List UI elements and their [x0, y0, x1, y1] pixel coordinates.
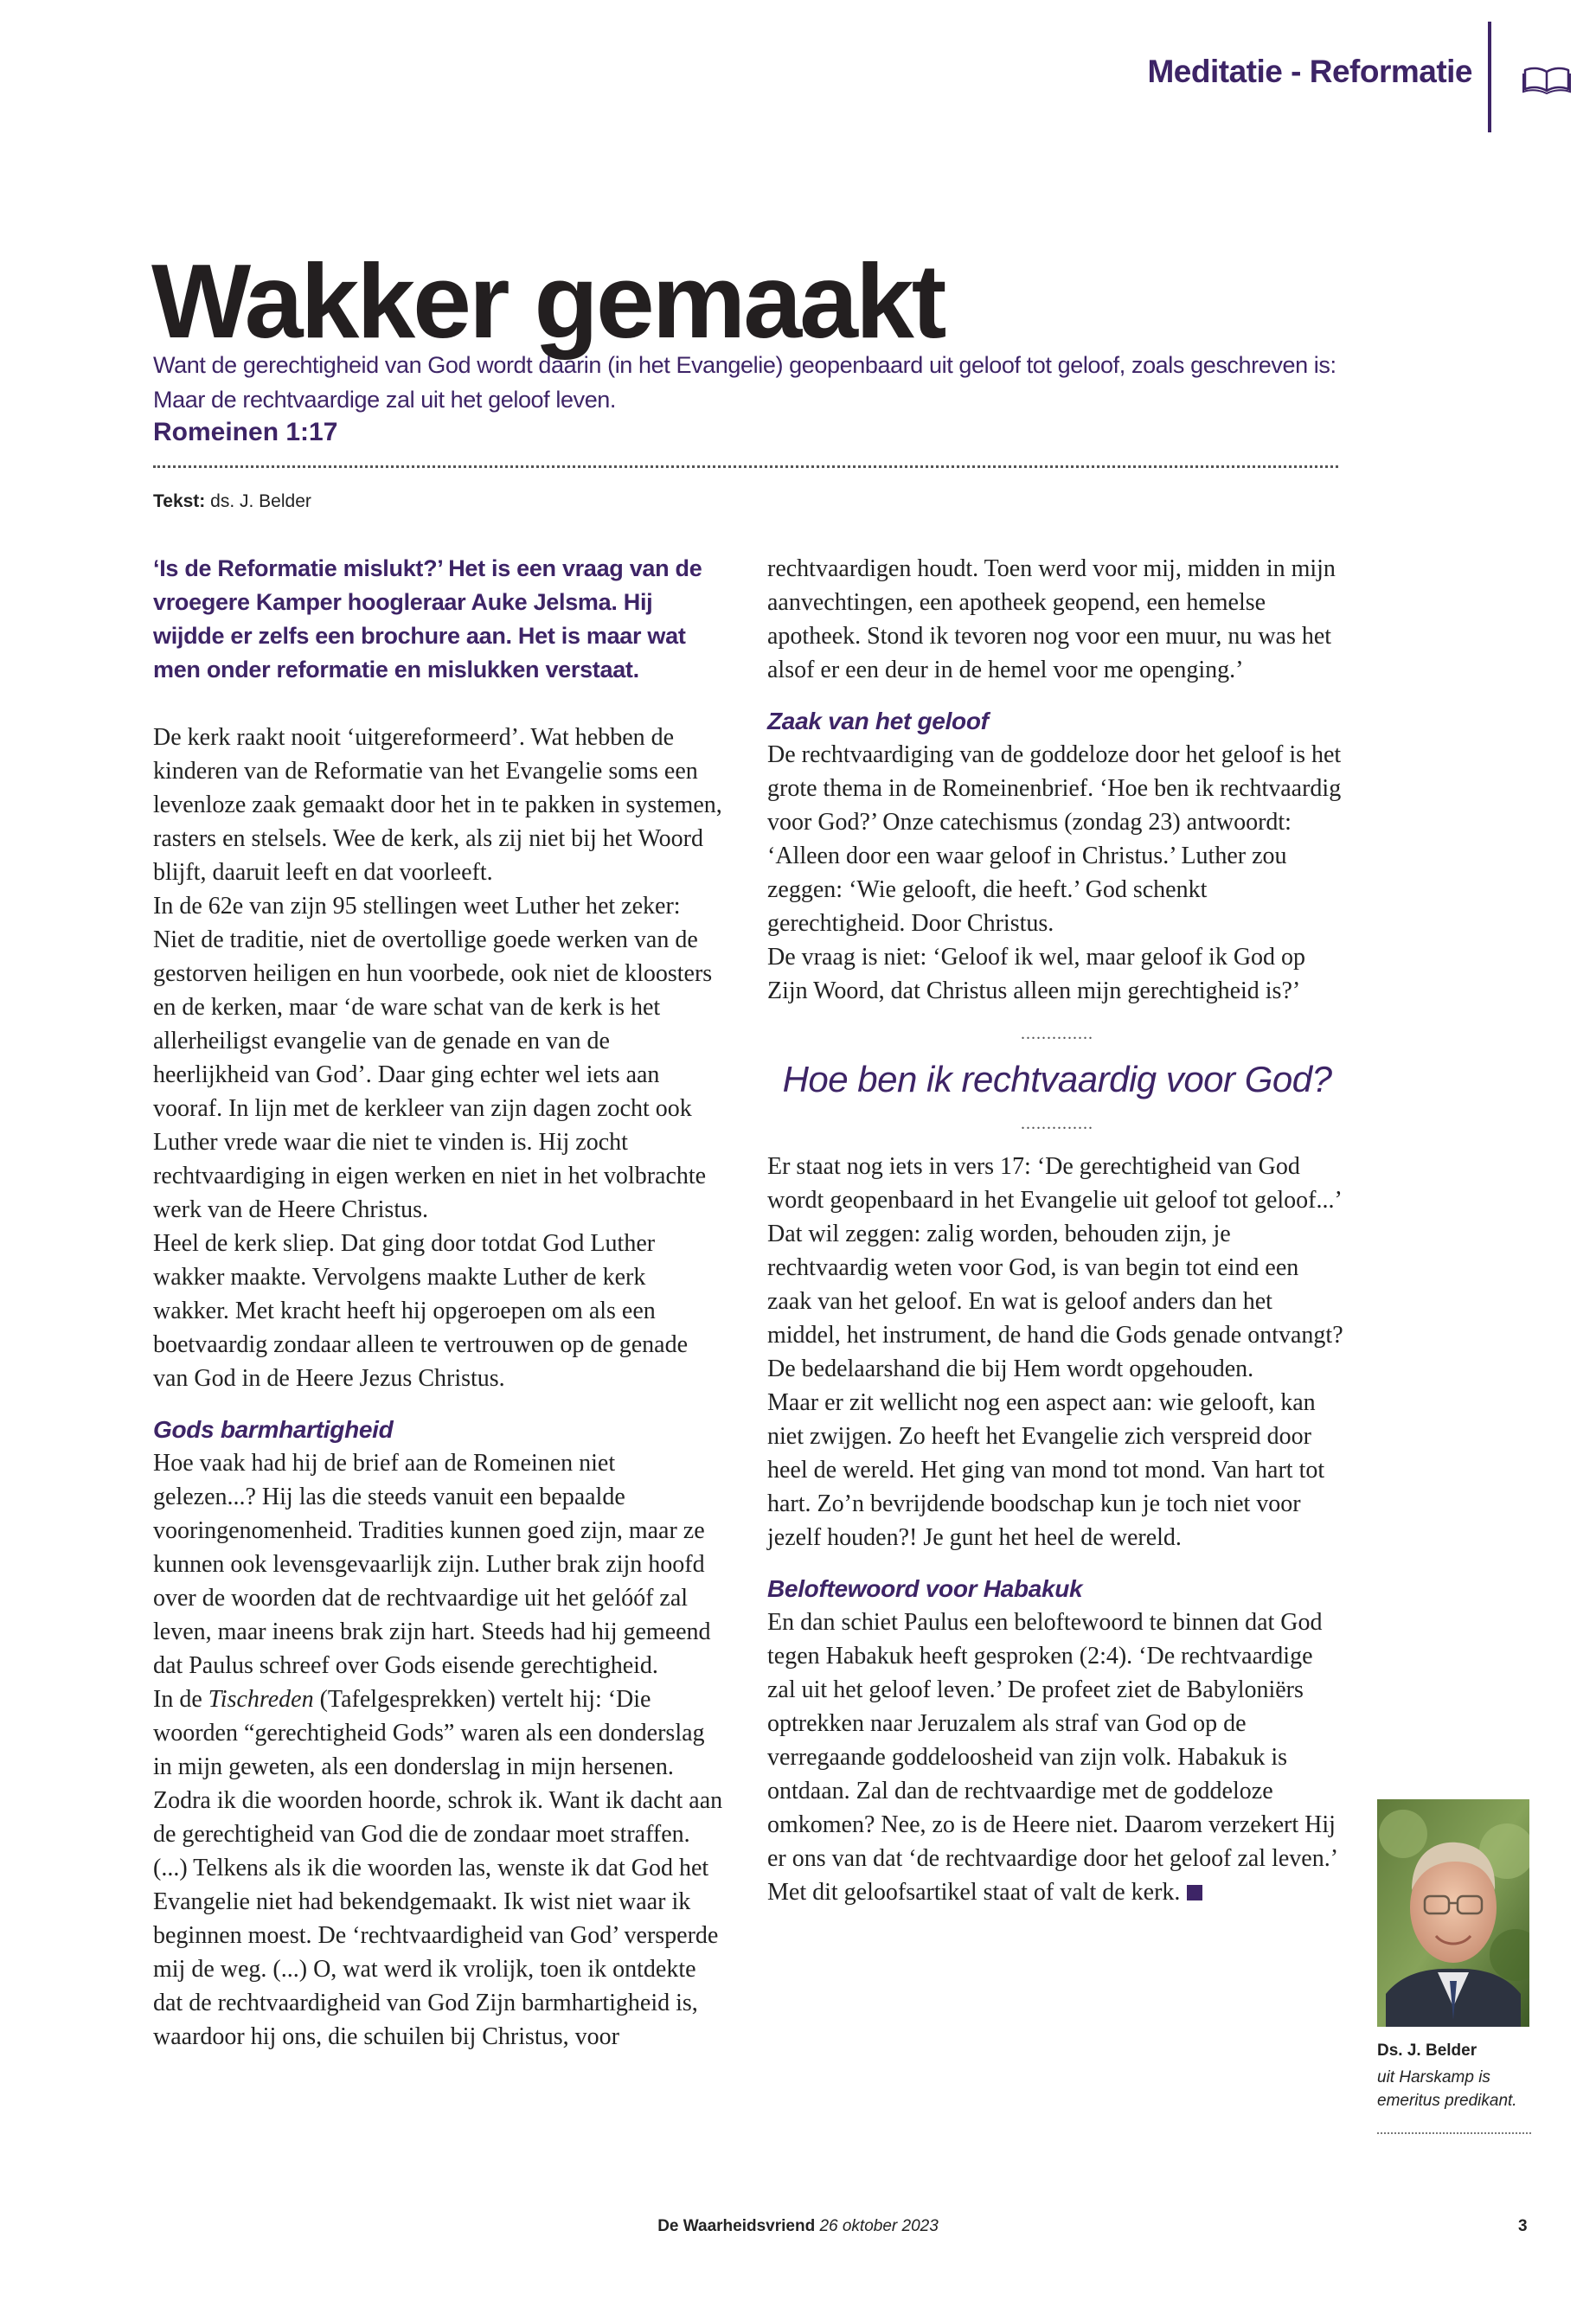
end-mark-icon [1187, 1885, 1202, 1900]
article-title: Wakker gemaakt [151, 241, 945, 360]
open-book-icon [1522, 65, 1571, 94]
text-span: (Tafelgesprekken) vertelt hij: ‘Die woorden “gerechtigheid Gods” waren als een donderslag in mijn geweten, als een donderslag in mijn hersenen. Zodra ik die woorden hoorde, schrok ik. Want ik dacht aan de gerechtigheid van God die de zondaar moet straffen. (...) Telkens als ik die woorden las, wenste ik dat God het Evangelie niet had bekendgemaakt. Ik wist niet waar ik beginnen moest. De ‘rechtvaardigheid van God’ versperde mij de weg. (...) O, wat werd ik vrolijk, toen ik ontdekte dat de rechtvaardigheid van God Zijn barmhartigheid is, waardoor hij ons, die schuilen bij Christus, voor [153, 1686, 723, 2050]
column-left [153, 552, 724, 2054]
italic-title: Tischreden [208, 1686, 314, 1713]
publication-date: 26 oktober 2023 [819, 2217, 939, 2235]
credit-author: ds. J. Belder [210, 491, 311, 511]
bible-verse: Want de gerechtigheid van God wordt daarin (in het Evangelie) geopenbaard uit geloof tot geloof, zoals geschreven is: Maar de rechtvaardige zal uit het geloof leven. [153, 352, 1336, 413]
author-photo [1377, 1799, 1529, 2027]
page-number: 3 [1518, 2217, 1528, 2235]
publication-name: De Waarheidsvriend [657, 2217, 816, 2235]
verse-reference: Romeinen 1:17 [153, 418, 338, 446]
author-name: Ds. J. Belder [1377, 2041, 1477, 2060]
credit-label: Tekst: [153, 491, 206, 511]
body-paragraph [153, 1682, 724, 2054]
author-credit [153, 491, 311, 512]
text-span: In de [153, 1686, 208, 1713]
subheading-zaak-van-het-geloof: Zaak van het geloof [767, 708, 989, 734]
intro-paragraph: ‘Is de Reformatie mislukt?’ Het is een vraag van de vroegere Kamper hoogleraar Auke Jelsma. Hij wijdde er zelfs een brochure aan. Het is maar wat men onder reformatie en mislukken verstaat. [153, 555, 702, 683]
body-paragraph: In de 62e van zijn 95 stellingen weet Luther het zeker: Niet de traditie, niet de overtollige goede werken van de gestorven heiligen en hun voorbede, ook niet de kloosters en de kerken, maar ‘de ware schat van de kerk is het allerheiligst evangelie van de genade en van de heerlijkheid van God’. Daar ging echter wel iets aan vooraf. In lijn met de kerkleer van zijn dagen zocht ook Luther vrede waar die niet te vinden is. Hij zocht rechtvaardiging in eigen werken en niet in het volbrachte werk van de Heere Christus. [153, 893, 713, 1223]
header-divider [1488, 22, 1491, 132]
author-dotted-divider [1377, 2132, 1531, 2134]
pullquote: Hoe ben ik rechtvaardig voor God? [782, 1059, 1332, 1099]
author-description: uit Harskamp is emeritus predikant. [1377, 2068, 1517, 2110]
column-right [767, 552, 1347, 1909]
section-label: Meditatie - Reformatie [1147, 54, 1472, 89]
closing-text: Met dit geloofsartikel staat of valt de kerk. [767, 1879, 1181, 1906]
closing-paragraph [767, 1875, 1347, 1909]
body-paragraph: Er staat nog iets in vers 17: ‘De gerechtigheid van God wordt geopenbaard in het Evangelie uit geloof tot geloof...’ Dat wil zeggen: zalig worden, behouden zijn, je rechtvaardig weten voor God, is van begin tot eind een zaak van het geloof. En wat is geloof anders dan het middel, het instrument, de hand die Gods genade ontvangt? De bedelaarshand die bij Hem wordt opgehouden. [767, 1153, 1343, 1382]
pullquote-dots-bottom: .............. [1021, 1114, 1093, 1133]
subheading-gods-barmhartigheid: Gods barmhartigheid [153, 1416, 394, 1443]
dotted-divider [153, 465, 1338, 468]
body-paragraph: En dan schiet Paulus een beloftewoord te binnen dat God tegen Habakuk heeft gesproken (2:4). ‘De rechtvaardige zal uit het geloof leven.’ De profeet ziet de Babyloniërs optrekken naar Jeruzalem als straf van God op de verregaande goddeloosheid van zijn volk. Habakuk is ontdaan. Zal dan de rechtvaardige met de goddeloze omkomen? Nee, zo is de Heere niet. Daarom verzekert Hij er ons van dat ‘de rechtvaardige door het geloof zal leven.’ [767, 1609, 1339, 1872]
subheading-beloftewoord: Beloftewoord voor Habakuk [767, 1575, 1083, 1602]
body-paragraph: Maar er zit wellicht nog een aspect aan: wie gelooft, kan niet zwijgen. Zo heeft het Evangelie zich verspreid door heel de wereld. Het ging van mond tot mond. Van hart tot hart. Zo’n bevrijdende boodschap kun je toch niet voor jezelf houden?! Je gunt het heel de wereld. [767, 1389, 1325, 1551]
footer [0, 2217, 1596, 2236]
body-paragraph: Heel de kerk sliep. Dat ging door totdat God Luther wakker maakte. Vervolgens maakte Luther de kerk wakker. Met kracht heeft hij opgeroepen om als een boetvaardig zondaar alleen te vertrouwen op de genade van God in de Heere Jezus Christus. [153, 1230, 689, 1392]
body-paragraph: Hoe vaak had hij de brief aan de Romeinen niet gelezen...? Hij las die steeds vanuit een bepaalde vooringenomenheid. Tradities kunnen goed zijn, maar ze kunnen ook levensgevaarlijk zijn. Luther brak zijn hoofd over de woorden dat de rechtvaardige uit het gelóóf zal leven, maar ineens brak zijn hart. Steeds had hij gemeend dat Paulus schreef over Gods eisende gerechtigheid. [153, 1450, 711, 1679]
pullquote-dots-top: .............. [1021, 1024, 1093, 1043]
body-paragraph: De vraag is niet: ‘Geloof ik wel, maar geloof ik God op Zijn Woord, dat Christus alleen mijn gerechtigheid is?’ [767, 944, 1306, 1004]
body-paragraph: De kerk raakt nooit ‘uitgereformeerd’. Wat hebben de kinderen van de Reformatie van het Evangelie soms een levenloze zaak gemaakt door het in te pakken in systemen, rasters en stelsels. Wee de kerk, als zij niet bij het Woord blijft, daaruit leeft en dat voorleeft. [153, 724, 722, 886]
body-paragraph: De rechtvaardiging van de goddeloze door het geloof is het grote thema in de Romeinenbrief. ‘Hoe ben ik rechtvaardig voor God?’ Onze catechismus (zondag 23) antwoordt: ‘Alleen door een waar geloof in Christus.’ Luther zou zeggen: ‘Wie gelooft, die heeft.’ God schenkt gerechtigheid. Door Christus. [767, 741, 1342, 937]
body-paragraph: rechtvaardigen houdt. Toen werd voor mij, midden in mijn aanvechtingen, een apotheek geopend, een hemelse apotheek. Stond ik tevoren nog voor een muur, nu was het alsof er een deur in de hemel voor me openging.’ [767, 555, 1336, 683]
